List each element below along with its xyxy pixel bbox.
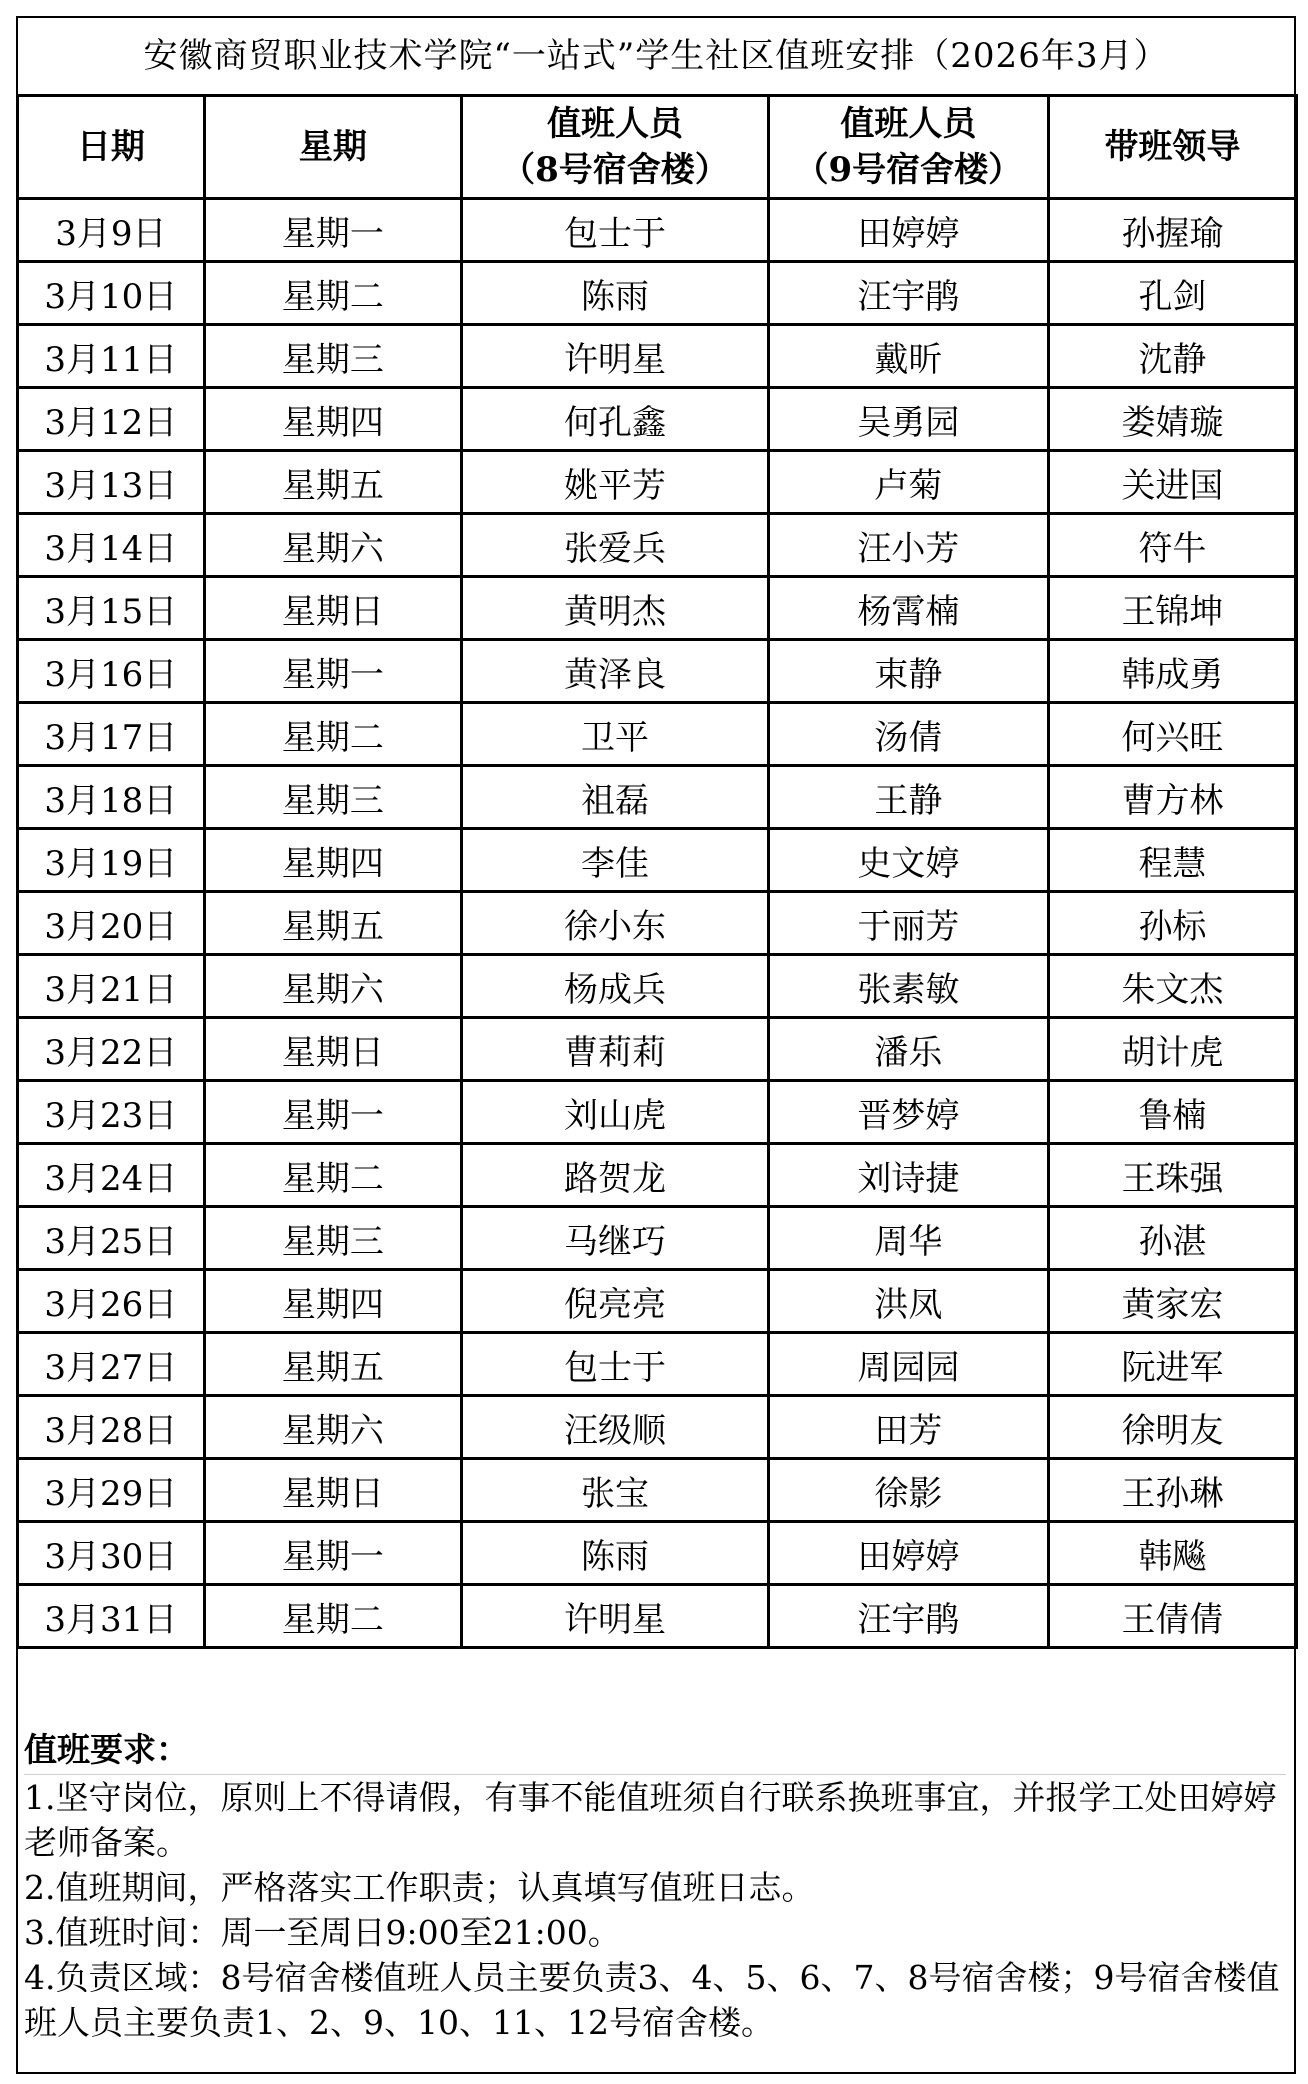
cell-dorm8-staff: 徐小东 [462,892,769,955]
cell-weekday: 星期二 [204,703,461,766]
cell-dorm9-staff: 田婷婷 [768,199,1048,262]
header-dorm9-staff [768,96,1048,199]
cell-dorm9-staff: 田婷婷 [768,1522,1048,1585]
cell-dorm9-staff: 于丽芳 [768,892,1048,955]
cell-dorm9-staff: 王静 [768,766,1048,829]
cell-leader: 王倩倩 [1048,1585,1296,1648]
cell-dorm9-staff: 史文婷 [768,829,1048,892]
cell-weekday: 星期六 [204,1396,461,1459]
cell-dorm9-staff: 洪凤 [768,1270,1048,1333]
table-row [18,1333,1297,1396]
cell-dorm9-staff: 田芳 [768,1396,1048,1459]
table-row [18,262,1297,325]
table-row [18,1585,1297,1648]
cell-leader: 阮进军 [1048,1333,1296,1396]
table-row [18,1270,1297,1333]
cell-dorm8-staff: 曹莉莉 [462,1018,769,1081]
cell-date: 3月16日 [18,640,205,703]
cell-weekday: 星期一 [204,1522,461,1585]
cell-dorm9-staff: 刘诗捷 [768,1144,1048,1207]
cell-dorm8-staff: 刘山虎 [462,1081,769,1144]
table-row [18,1396,1297,1459]
cell-leader: 曹方林 [1048,766,1296,829]
cell-dorm8-staff: 姚平芳 [462,451,769,514]
cell-dorm9-staff: 徐影 [768,1459,1048,1522]
cell-date: 3月23日 [18,1081,205,1144]
header-dorm9-line1: 值班人员 [840,104,977,144]
table-row [18,199,1297,262]
cell-leader: 王孙琳 [1048,1459,1296,1522]
duty-roster-table [16,94,1298,1649]
cell-date: 3月24日 [18,1144,205,1207]
cell-dorm9-staff: 杨霄楠 [768,577,1048,640]
cell-leader: 娄婧璇 [1048,388,1296,451]
cell-weekday: 星期五 [204,1333,461,1396]
header-leader: 带班领导 [1048,96,1296,199]
cell-date: 3月27日 [18,1333,205,1396]
cell-dorm9-staff: 张素敏 [768,955,1048,1018]
cell-date: 3月14日 [18,514,205,577]
requirement-item: 1.坚守岗位，原则上不得请假，有事不能值班须自行联系换班事宜，并报学工处田婷婷老师备案。 [24,1778,1277,1862]
cell-dorm8-staff: 路贺龙 [462,1144,769,1207]
cell-leader: 孙握瑜 [1048,199,1296,262]
cell-dorm8-staff: 李佳 [462,829,769,892]
cell-dorm9-staff: 束静 [768,640,1048,703]
cell-dorm9-staff: 汪宇鹃 [768,1585,1048,1648]
cell-dorm8-staff: 汪级顺 [462,1396,769,1459]
cell-leader: 胡计虎 [1048,1018,1296,1081]
cell-dorm9-staff: 汪小芳 [768,514,1048,577]
cell-leader: 徐明友 [1048,1396,1296,1459]
cell-weekday: 星期三 [204,766,461,829]
cell-leader: 韩成勇 [1048,640,1296,703]
cell-leader: 何兴旺 [1048,703,1296,766]
table-row [18,955,1297,1018]
cell-dorm8-staff: 包士于 [462,1333,769,1396]
cell-leader: 沈静 [1048,325,1296,388]
requirement-item: 3.值班时间：周一至周日9:00至21:00。 [24,1913,621,1952]
table-header-row [18,96,1297,199]
cell-weekday: 星期一 [204,1081,461,1144]
table-row [18,766,1297,829]
header-dorm8-staff [462,96,769,199]
cell-dorm8-staff: 倪亮亮 [462,1270,769,1333]
cell-leader: 孙湛 [1048,1207,1296,1270]
cell-date: 3月13日 [18,451,205,514]
cell-weekday: 星期一 [204,199,461,262]
duty-requirements [18,1725,1294,2045]
table-row [18,514,1297,577]
requirement-item: 4.负责区域：8号宿舍楼值班人员主要负责3、4、5、6、7、8号宿舍楼；9号宿舍楼值班人员主要负责1、2、9、10、11、12号宿舍楼。 [24,1958,1280,2042]
cell-weekday: 星期六 [204,514,461,577]
cell-dorm9-staff: 周园园 [768,1333,1048,1396]
table-row [18,829,1297,892]
cell-weekday: 星期五 [204,451,461,514]
cell-weekday: 星期日 [204,1018,461,1081]
cell-dorm8-staff: 张宝 [462,1459,769,1522]
cell-leader: 关进国 [1048,451,1296,514]
table-row [18,1081,1297,1144]
cell-date: 3月17日 [18,703,205,766]
cell-date: 3月10日 [18,262,205,325]
cell-date: 3月12日 [18,388,205,451]
cell-dorm8-staff: 包士于 [462,199,769,262]
cell-dorm8-staff: 张爱兵 [462,514,769,577]
table-row [18,640,1297,703]
header-weekday: 星期 [204,96,461,199]
cell-weekday: 星期六 [204,955,461,1018]
cell-date: 3月29日 [18,1459,205,1522]
cell-weekday: 星期日 [204,1459,461,1522]
cell-dorm8-staff: 许明星 [462,325,769,388]
cell-weekday: 星期三 [204,325,461,388]
cell-dorm8-staff: 陈雨 [462,1522,769,1585]
cell-weekday: 星期四 [204,388,461,451]
header-dorm8-line1: 值班人员 [546,104,683,144]
table-row [18,325,1297,388]
cell-leader: 孙标 [1048,892,1296,955]
table-row [18,703,1297,766]
cell-dorm8-staff: 祖磊 [462,766,769,829]
table-row [18,1207,1297,1270]
cell-dorm8-staff: 陈雨 [462,262,769,325]
roster-body [18,199,1297,1648]
duty-schedule-sheet [16,16,1296,2074]
cell-date: 3月15日 [18,577,205,640]
cell-leader: 王珠强 [1048,1144,1296,1207]
table-row [18,388,1297,451]
cell-dorm8-staff: 马继巧 [462,1207,769,1270]
cell-dorm8-staff: 杨成兵 [462,955,769,1018]
cell-date: 3月20日 [18,892,205,955]
cell-leader: 程慧 [1048,829,1296,892]
cell-date: 3月22日 [18,1018,205,1081]
cell-date: 3月31日 [18,1585,205,1648]
cell-dorm9-staff: 卢菊 [768,451,1048,514]
cell-weekday: 星期二 [204,1144,461,1207]
cell-dorm8-staff: 卫平 [462,703,769,766]
cell-dorm8-staff: 黄泽良 [462,640,769,703]
cell-dorm8-staff: 何孔鑫 [462,388,769,451]
cell-date: 3月30日 [18,1522,205,1585]
cell-dorm9-staff: 周华 [768,1207,1048,1270]
cell-dorm9-staff: 潘乐 [768,1018,1048,1081]
table-row [18,577,1297,640]
cell-date: 3月26日 [18,1270,205,1333]
table-row [18,1018,1297,1081]
cell-date: 3月25日 [18,1207,205,1270]
header-date: 日期 [18,96,205,199]
cell-date: 3月19日 [18,829,205,892]
cell-weekday: 星期日 [204,577,461,640]
cell-leader: 朱文杰 [1048,955,1296,1018]
cell-dorm9-staff: 晋梦婷 [768,1081,1048,1144]
requirements-heading: 值班要求： [24,1725,1286,1775]
cell-dorm8-staff: 黄明杰 [462,577,769,640]
cell-weekday: 星期二 [204,262,461,325]
table-row [18,892,1297,955]
table-row [18,1144,1297,1207]
cell-date: 3月11日 [18,325,205,388]
cell-leader: 黄家宏 [1048,1270,1296,1333]
cell-date: 3月28日 [18,1396,205,1459]
cell-leader: 王锦坤 [1048,577,1296,640]
cell-dorm9-staff: 汤倩 [768,703,1048,766]
cell-leader: 孔剑 [1048,262,1296,325]
cell-date: 3月9日 [18,199,205,262]
cell-weekday: 星期四 [204,1270,461,1333]
cell-date: 3月18日 [18,766,205,829]
cell-weekday: 星期四 [204,829,461,892]
requirement-item: 2.值班期间，严格落实工作职责；认真填写值班日志。 [24,1868,815,1907]
table-row [18,1459,1297,1522]
table-row [18,1522,1297,1585]
document-title: 安徽商贸职业技术学院“一站式”学生社区值班安排（2026年3月） [143,36,1169,76]
header-dorm8-line2: （8号宿舍楼） [501,150,729,190]
cell-leader: 符牛 [1048,514,1296,577]
cell-weekday: 星期二 [204,1585,461,1648]
cell-date: 3月21日 [18,955,205,1018]
cell-dorm9-staff: 吴勇园 [768,388,1048,451]
cell-leader: 鲁楠 [1048,1081,1296,1144]
cell-dorm9-staff: 戴昕 [768,325,1048,388]
cell-weekday: 星期三 [204,1207,461,1270]
cell-dorm8-staff: 许明星 [462,1585,769,1648]
cell-dorm9-staff: 汪宇鹃 [768,262,1048,325]
cell-weekday: 星期五 [204,892,461,955]
table-row [18,451,1297,514]
header-dorm9-line2: （9号宿舍楼） [794,150,1023,190]
cell-leader: 韩飚 [1048,1522,1296,1585]
cell-weekday: 星期一 [204,640,461,703]
